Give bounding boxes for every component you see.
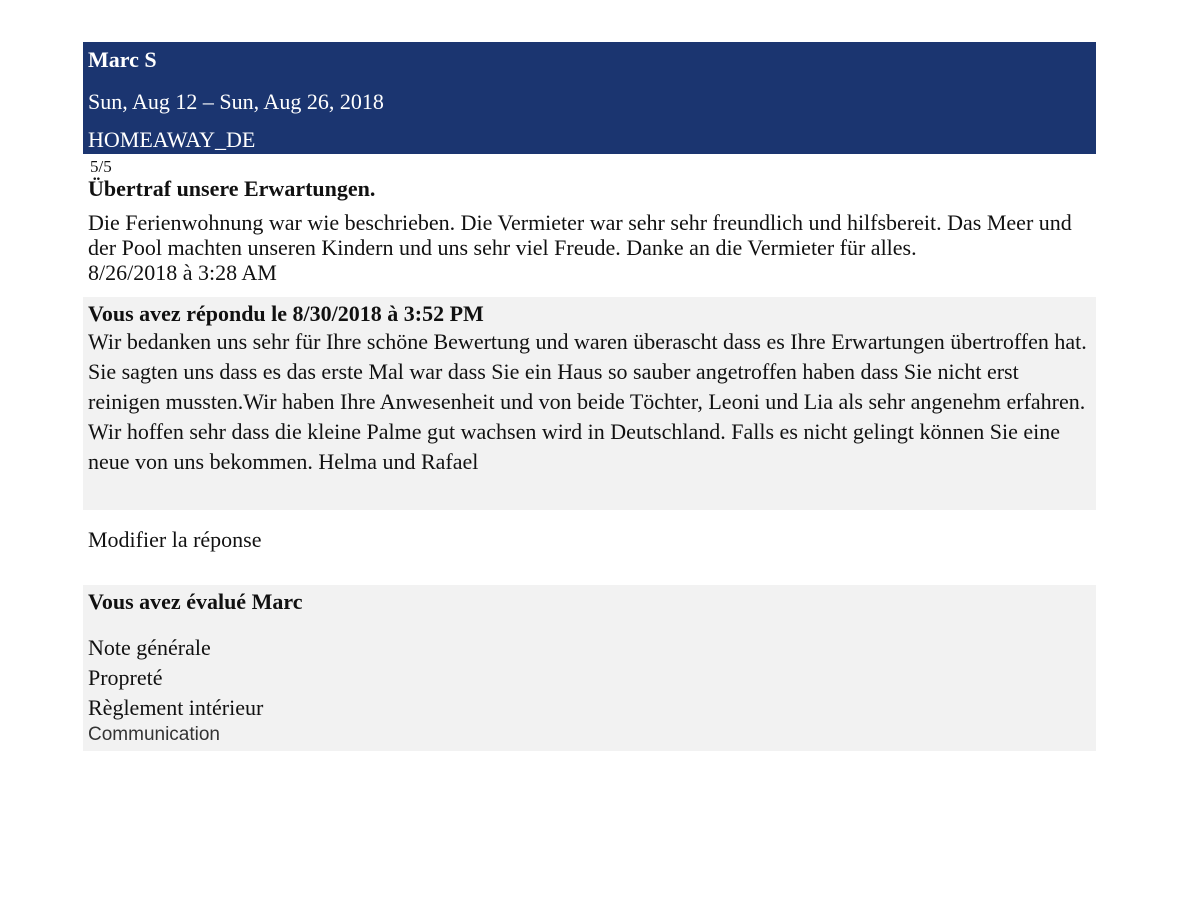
- response-text: Wir bedanken uns sehr für Ihre schöne Bewertung und waren überascht dass es Ihre Erwartungen übertroffen hat. Sie sagten uns dass es das erste Mal war dass Sie ein Haus so sauber angetroffen haben dass Sie nicht erst reinigen mussten.Wir haben Ihre Anwesenheit und von beide Töchter, Leoni und Lia als sehr angenehm erfahren. Wir hoffen sehr dass die kleine Palme gut wachsen wird in Deutschland. Falls es nicht gelingt können Sie eine neue von uns bekommen. Helma und Rafael: [88, 329, 1087, 474]
- review-card: [83, 42, 1096, 751]
- rating-category-communication: Communication: [88, 724, 220, 745]
- review-header: [83, 42, 1096, 154]
- guest-name: Marc S: [88, 47, 157, 72]
- stay-dates: Sun, Aug 12 – Sun, Aug 26, 2018: [88, 89, 384, 114]
- review-title: Übertraf unsere Erwartungen.: [88, 176, 376, 201]
- rating-category-cleanliness: Propreté: [88, 665, 163, 690]
- review-date: 8/26/2018 à 3:28 AM: [88, 260, 277, 285]
- rating-category-house-rules: Règlement intérieur: [88, 695, 264, 720]
- edit-response-link[interactable]: Modifier la réponse: [88, 527, 262, 552]
- rating-category-overall: Note générale: [88, 635, 211, 660]
- booking-source: HOMEAWAY_DE: [88, 127, 256, 152]
- response-title: Vous avez répondu le 8/30/2018 à 3:52 PM: [88, 301, 484, 326]
- review-body: Die Ferienwohnung war wie beschrieben. Die Vermieter war sehr sehr freundlich und hilfsbereit. Das Meer und der Pool machten unseren Kindern und uns sehr viel Freude. Danke an die Vermieter für alles.: [88, 210, 1072, 260]
- review-rating: 5/5: [90, 157, 112, 176]
- host-rating-panel: [83, 585, 1096, 751]
- host-rating-title: Vous avez évalué Marc: [88, 589, 303, 614]
- host-response: [83, 297, 1096, 510]
